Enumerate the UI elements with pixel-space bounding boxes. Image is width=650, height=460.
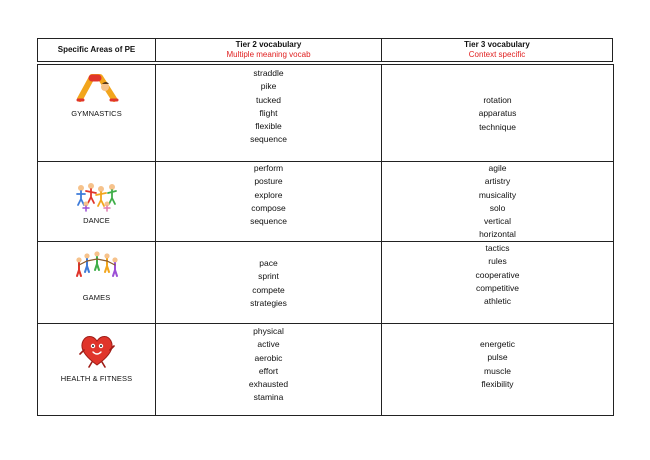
list-item: physical — [253, 326, 284, 336]
area-label: DANCE — [83, 216, 110, 225]
area-cell-dance — [38, 162, 155, 241]
list-item: active — [257, 339, 280, 350]
tier2-list — [156, 257, 381, 310]
header-tier3-title: Tier 3 vocabulary — [464, 40, 530, 49]
list-item: rules — [488, 256, 507, 267]
tier2-cell-gymnastics — [155, 65, 381, 161]
table-header — [37, 38, 613, 62]
list-item: aerobic — [254, 352, 283, 363]
area-cell-games — [38, 242, 155, 323]
list-item: technique — [479, 121, 516, 132]
list-item: explore — [254, 189, 283, 200]
table-row-dance — [38, 161, 613, 241]
list-item: tucked — [255, 94, 282, 105]
header-tier2-subtitle: Multiple meaning vocab — [226, 50, 311, 59]
list-item: posture — [254, 176, 283, 187]
header-tier2 — [155, 39, 381, 61]
list-item: flexibility — [481, 378, 514, 389]
tier3-cell-gymnastics — [381, 65, 613, 161]
list-item: agile — [488, 163, 507, 173]
tier3-list — [382, 338, 613, 391]
table-row-gymnastics — [38, 65, 613, 161]
table-row-games — [38, 241, 613, 323]
list-item: cooperative — [475, 269, 520, 280]
table-row-health-fitness — [38, 323, 613, 415]
list-item: perform — [253, 163, 284, 173]
list-item: competitive — [476, 282, 519, 293]
tier2-cell-health-fitness — [155, 324, 381, 415]
tier2-cell-games — [155, 242, 381, 323]
tier3-list — [382, 242, 613, 308]
list-item: pike — [260, 81, 277, 92]
list-item: strategies — [250, 297, 287, 308]
list-item: sequence — [250, 134, 287, 145]
tier2-list — [156, 67, 381, 147]
header-areas-label: Specific Areas of PE — [57, 45, 136, 54]
list-item: sequence — [250, 216, 287, 227]
tier2-list — [156, 325, 381, 405]
list-item: rotation — [483, 95, 512, 105]
list-item: solo — [489, 202, 506, 213]
area-cell-gymnastics — [38, 65, 155, 161]
area-cell-health-fitness — [38, 324, 155, 415]
area-label: HEALTH & FITNESS — [60, 374, 133, 383]
list-item: apparatus — [478, 108, 517, 119]
list-item: compose — [251, 202, 286, 213]
children-circle-icon — [74, 250, 120, 278]
header-tier3-subtitle: Context specific — [468, 50, 526, 59]
tier2-cell-dance — [155, 162, 381, 241]
tier2-list — [156, 162, 381, 228]
heart-runner-icon — [79, 332, 115, 368]
list-item: compete — [252, 284, 285, 295]
list-item: flight — [259, 107, 278, 118]
list-item: straddle — [253, 68, 284, 78]
tier3-list — [382, 162, 613, 242]
list-item: horizontal — [479, 229, 516, 240]
list-item: flexible — [255, 121, 282, 132]
list-item: sprint — [258, 271, 279, 282]
header-areas — [38, 39, 155, 61]
vocabulary-table — [37, 64, 614, 416]
list-item: pace — [259, 258, 278, 268]
dancers-icon — [74, 182, 120, 212]
tier3-cell-health-fitness — [381, 324, 613, 415]
area-label: GYMNASTICS — [71, 109, 122, 118]
list-item: stamina — [253, 392, 284, 403]
list-item: athletic — [484, 296, 511, 307]
list-item: vertical — [484, 216, 511, 227]
area-label: GAMES — [82, 293, 111, 302]
list-item: exhausted — [248, 379, 289, 390]
list-item: artistry — [484, 176, 511, 187]
header-tier3 — [381, 39, 612, 61]
list-item: musicality — [478, 189, 517, 200]
list-item: energetic — [480, 339, 515, 349]
list-item: muscle — [484, 365, 511, 376]
list-item: effort — [258, 365, 279, 376]
tier3-list — [382, 94, 613, 134]
tier3-cell-dance — [381, 162, 613, 241]
list-item: pulse — [487, 352, 508, 363]
list-item: tactics — [485, 243, 510, 253]
gymnast-icon — [74, 69, 120, 103]
header-tier2-title: Tier 2 vocabulary — [235, 40, 302, 49]
tier3-cell-games — [381, 242, 613, 323]
